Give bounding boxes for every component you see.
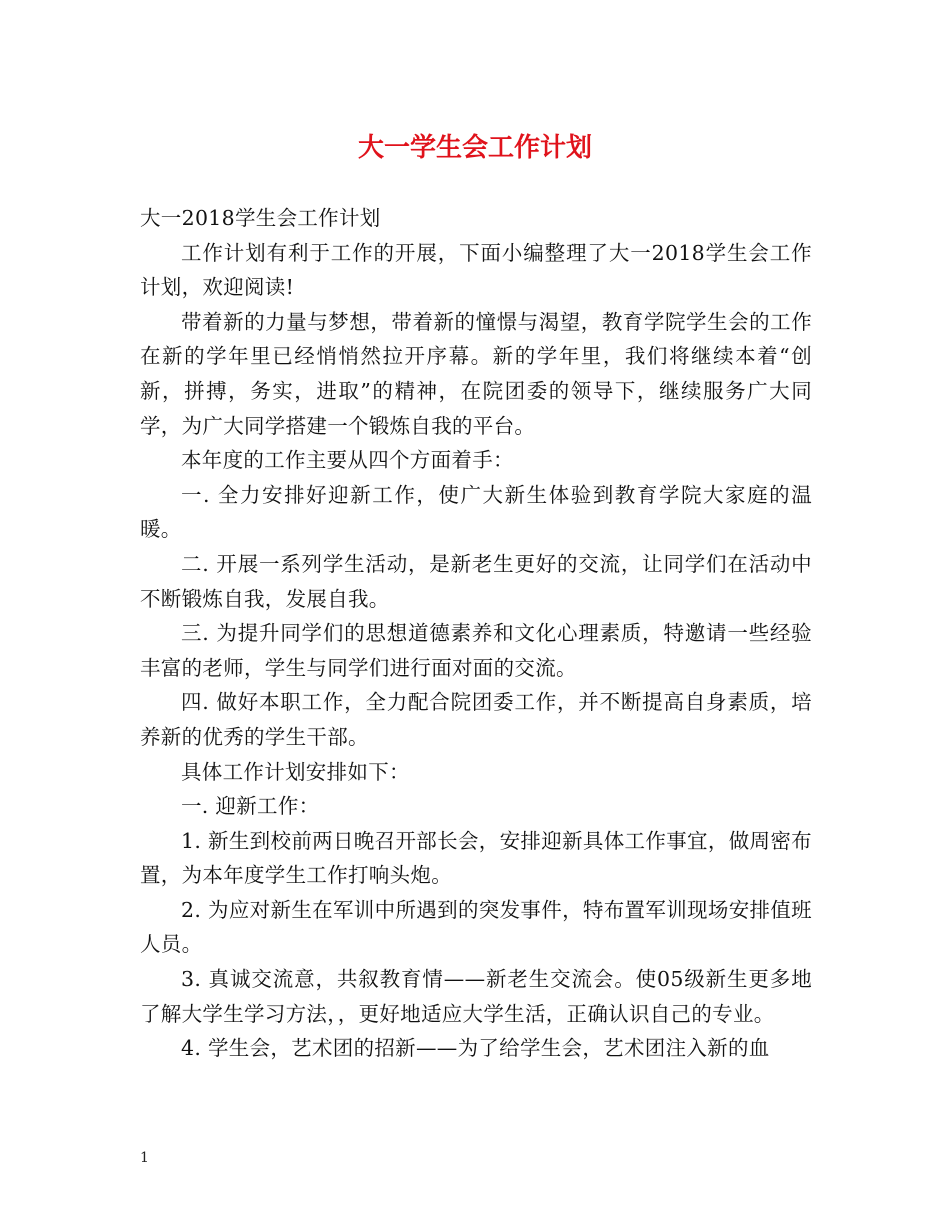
paragraph: 大一2018学生会工作计划: [140, 206, 381, 230]
paragraph: 带着新的力量与梦想，带着新的憧憬与渴望，教育学院学生会的工作在新的学年里已经悄悄然拉开序幕。新的学年里，我们将继续本着“创新，拼搏，务实，进取”的精神，在院团委的领导下，继续服务广大同学，为广大同学搭建一个锻炼自我的平台。: [140, 309, 812, 438]
paragraph: 一. 全力安排好迎新工作，使广大新生体验到教育学院大家庭的温暖。: [140, 482, 812, 542]
paragraph: 4. 学生会，艺术团的招新——为了给学生会，艺术团注入新的血: [181, 1036, 770, 1061]
paragraph: 1. 新生到校前两日晚召开部长会，安排迎新具体工作事宜，做周密布置，为本年度学生工作打响头炮。: [140, 828, 812, 888]
paragraph: 二. 开展一系列学生活动，是新老生更好的交流，让同学们在活动中不断锻炼自我，发展自我。: [140, 551, 812, 611]
document-title: 大一学生会工作计划: [357, 133, 592, 163]
paragraph: 四. 做好本职工作，全力配合院团委工作，并不断提高自身素质，培养新的优秀的学生干部。: [140, 690, 812, 749]
document-body: [140, 201, 812, 1066]
paragraph: 3. 真诚交流意，共叙教育情——新老生交流会。使05级新生更多地了解大学生学习方法，，更好地适应大学生活，正确认识自己的专业。: [140, 967, 812, 1026]
paragraph: 具体工作计划安排如下：: [181, 759, 410, 784]
paragraph: 三. 为提升同学们的思想道德素养和文化心理素质，特邀请一些经验丰富的老师，学生与同学们进行面对面的交流。: [140, 621, 812, 680]
page-number: 1: [140, 1150, 149, 1166]
paragraph: 2. 为应对新生在军训中所遇到的突发事件，特布置军训现场安排值班人员。: [140, 897, 812, 957]
paragraph: 工作计划有利于工作的开展，下面小编整理了大一2018学生会工作计划，欢迎阅读!: [140, 240, 812, 300]
paragraph: 本年度的工作主要从四个方面着手：: [181, 448, 514, 473]
paragraph: 一. 迎新工作：: [181, 794, 320, 819]
